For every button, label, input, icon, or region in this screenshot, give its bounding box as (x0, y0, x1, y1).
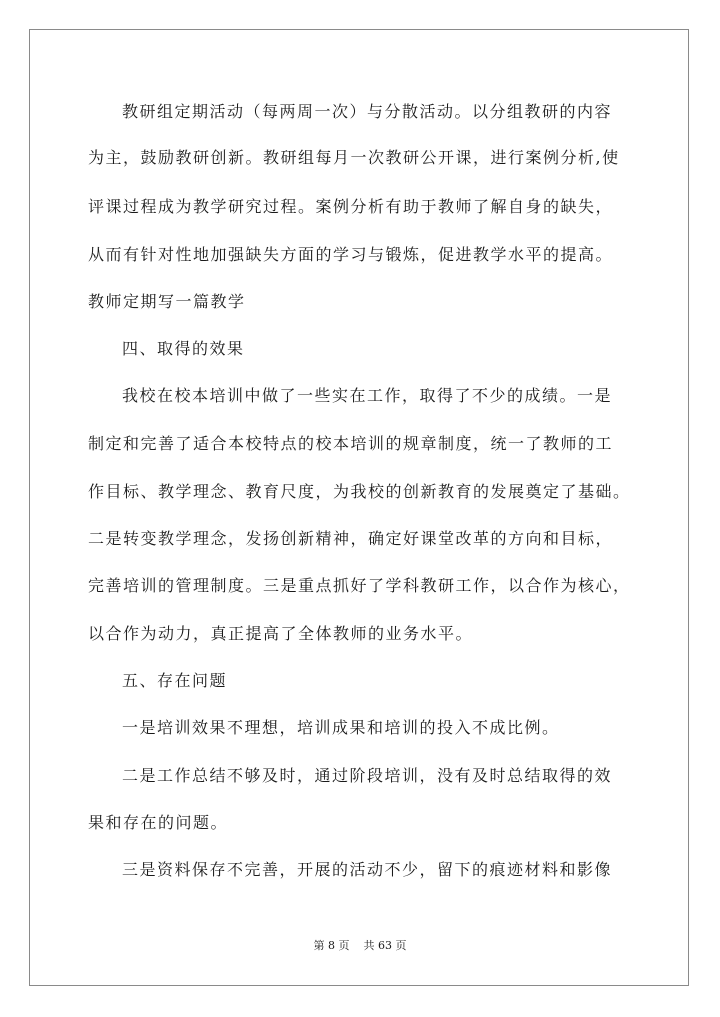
paragraph-line: 为主，鼓励教研创新。教研组每月一次教研公开课，进行案例分析,使 (88, 148, 620, 167)
page-border (29, 29, 689, 986)
paragraph-line: 以合作为动力，真正提高了全体教师的业务水平。 (88, 624, 474, 643)
section-heading: 四、取得的效果 (122, 339, 245, 358)
paragraph-line: 评课过程成为教学研究过程。案例分析有助于教师了解自身的缺失， (88, 197, 614, 216)
paragraph-line: 教师定期写一篇教学 (88, 292, 246, 311)
paragraph-line: 二是工作总结不够及时，通过阶段培训，没有及时总结取得的效 (122, 766, 613, 785)
paragraph-line: 制定和完善了适合本校特点的校本培训的规章制度，统一了教师的工 (88, 434, 614, 453)
page-footer (0, 939, 720, 953)
paragraph-line: 三是资料保存不完善，开展的活动不少，留下的痕迹材料和影像 (122, 860, 613, 879)
paragraph-line: 教研组定期活动（每两周一次）与分散活动。以分组教研的内容 (122, 102, 613, 121)
paragraph-line: 果和存在的问题。 (88, 813, 229, 832)
paragraph-line: 作目标、教学理念、教育尺度，为我校的创新教育的发展奠定了基础。 (88, 482, 631, 501)
paragraph-line: 二是转变教学理念，发扬创新精神，确定好课堂改革的方向和目标， (88, 529, 614, 548)
section-heading: 五、存在问题 (122, 671, 228, 690)
paragraph-line: 一是培训效果不理想，培训成果和培训的投入不成比例。 (122, 718, 560, 737)
paragraph-line: 完善培训的管理制度。三是重点抓好了学科教研工作，以合作为核心， (88, 576, 631, 595)
paragraph-line: 从而有针对性地加强缺失方面的学习与锻炼，促进教学水平的提高。 (88, 245, 614, 264)
page-number: 第 8 页 共 63 页 (313, 939, 407, 952)
paragraph-line: 我校在校本培训中做了一些实在工作，取得了不少的成绩。一是 (122, 386, 613, 405)
